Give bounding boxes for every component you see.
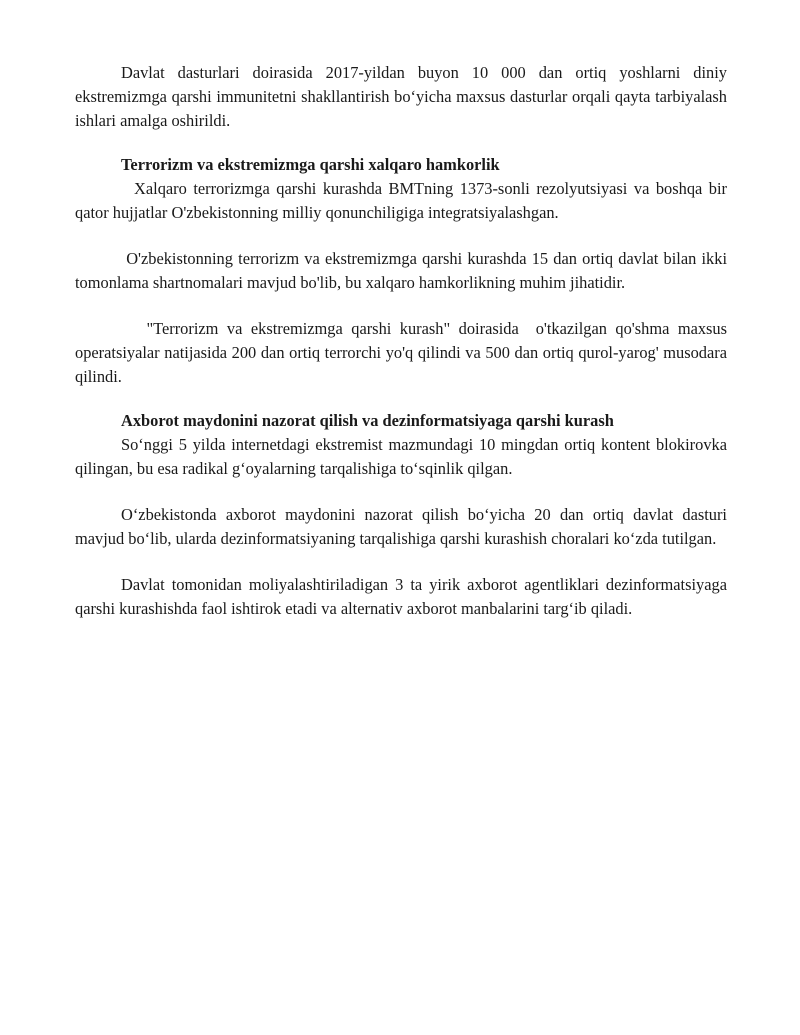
paragraph-bilateral-agreements: O'zbekistonning terrorizm va ekstremizmga qarshi kurashda 15 dan ortiq davlat bilan ikki tomonlama shartnomalari mavjud bo'lib, bu xalqaro hamkorlikning muhim jihatidir. [75,249,732,292]
paragraph-state-programs: O‘zbekistonda axborot maydonini nazorat qilish bo‘yicha 20 dan ortiq davlat dasturi mavjud bo‘lib, ularda dezinformatsiyaning tarqalishiga qarshi kurashish choralari ko‘zda tutilgan. [75,505,727,548]
paragraph-content-blocking: So‘nggi 5 yilda internetdagi ekstremist mazmundagi 10 mingdan ortiq kontent blokirovka qilingan, bu esa radikal g‘oyalarning tarqalishiga to‘sqinlik qilgan. [75,435,727,478]
paragraph-un-resolution: Xalqaro terrorizmga qarshi kurashda BMTning 1373-sonli rezolyutsiyasi va boshqa bir qator hujjatlar O'zbekistonning milliy qonunchiligiga integratsiyalashgan. [75,179,732,222]
document-body [75,61,732,621]
paragraph-joint-operations: "Terrorizm va ekstremizmga qarshi kurash" doirasida o'tkazilgan qo'shma maxsus operatsiyalar natijasida 200 dan ortiq terrorchi yo'q qilindi va 500 dan ortiq qurol-yarog' musodara qilindi. [75,319,732,386]
paragraph-news-agencies: Davlat tomonidan moliyalashtiriladigan 3 ta yirik axborot agentliklari dezinformatsiyaga qarshi kurashishda faol ishtirok etadi va alternativ axborot manbalarini targ‘ib qiladi. [75,575,727,618]
heading-international-cooperation: Terrorizm va ekstremizmga qarshi xalqaro hamkorlik [121,155,500,174]
paragraph-youth-programs: Davlat dasturlari doirasida 2017-yildan buyon 10 000 dan ortiq yoshlarni diniy ekstremizmga qarshi immunitetni shakllantirish bo‘yicha maxsus dasturlar orqali qayta tarbiyalash ishlari amalga oshirildi. [75,63,727,130]
heading-information-control: Axborot maydonini nazorat qilish va dezinformatsiyaga qarshi kurash [121,411,614,430]
